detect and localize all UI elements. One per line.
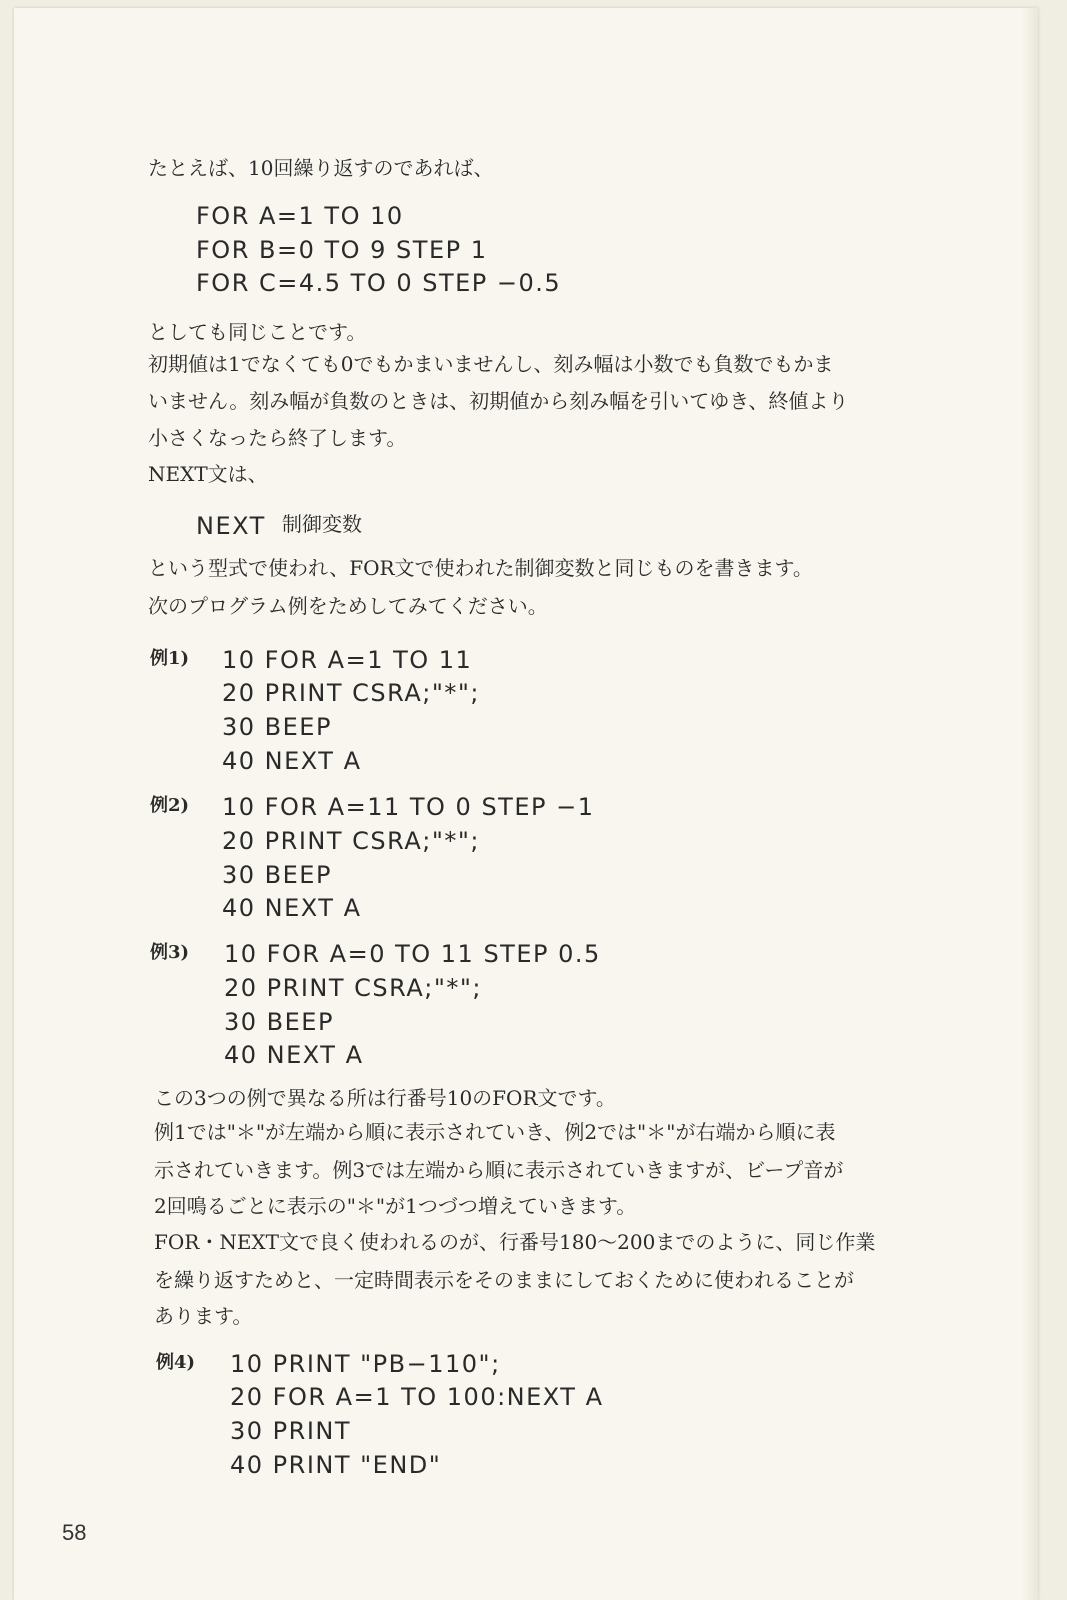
example-label: 例4)	[156, 1352, 196, 1373]
code-line: 30 BEEP	[222, 861, 332, 889]
code-line: 10 PRINT "PB−110";	[230, 1350, 501, 1378]
intro-text: たとえば、10回繰り返すのであれば、	[148, 156, 494, 180]
page-number: 58	[62, 1520, 87, 1545]
paragraph-diff-line: 例1では"＊"が左端から順に表示されていき、例2では"＊"が右端から順に表	[154, 1120, 836, 1144]
code-line: 20 PRINT CSRA;"*";	[224, 974, 482, 1002]
code-line: 30 BEEP	[222, 713, 332, 741]
next-syntax-variable: 制御変数	[282, 512, 362, 536]
paragraph-use-line: FOR・NEXT文で良く使われるのが、行番号180〜200までのように、同じ作業	[154, 1230, 876, 1254]
next-syntax-keyword: NEXT	[196, 512, 266, 540]
intro-code-line: FOR A=1 TO 10	[196, 202, 404, 230]
code-line: 10 FOR A=11 TO 0 STEP −1	[222, 793, 595, 821]
code-line: 40 NEXT A	[222, 747, 362, 775]
paragraph-form-line: という型式で使われ、FOR文で使われた制御変数と同じものを書きます。	[148, 556, 813, 580]
page-edge	[1022, 8, 1038, 1600]
code-line: 40 NEXT A	[224, 1041, 364, 1069]
example-label: 例2)	[150, 795, 190, 816]
example-label: 例3)	[150, 942, 190, 963]
paragraph-desc-line: いません。刻み幅が負数のときは、初期値から刻み幅を引いてゆき、終値より	[148, 389, 849, 413]
paragraph-next-intro: NEXT文は、	[148, 462, 268, 486]
code-line: 10 FOR A=0 TO 11 STEP 0.5	[224, 940, 601, 968]
code-line: 10 FOR A=1 TO 11	[222, 646, 473, 674]
paragraph-desc-line: 小さくなったら終了します。	[148, 426, 407, 450]
paragraph-diff-line: この3つの例で異なる所は行番号10のFOR文です。	[154, 1086, 616, 1110]
paragraph-diff-line: 示されていきます。例3では左端から順に表示されていきますが、ビープ音が	[154, 1158, 844, 1182]
paragraph-use-line: を繰り返すためと、一定時間表示をそのままにしておくために使われることが	[154, 1268, 854, 1292]
code-line: 40 PRINT "END"	[230, 1451, 442, 1479]
code-line: 20 FOR A=1 TO 100:NEXT A	[230, 1383, 604, 1411]
paragraph-diff-line: 2回鳴るごとに表示の"＊"が1つづつ増えていきます。	[154, 1194, 637, 1218]
intro-code-line: FOR B=0 TO 9 STEP 1	[196, 236, 488, 264]
code-line: 30 BEEP	[224, 1008, 334, 1036]
intro-code-line: FOR C=4.5 TO 0 STEP −0.5	[196, 269, 562, 297]
paragraph-form-line: 次のプログラム例をためしてみてください。	[148, 594, 548, 618]
example-label: 例1)	[150, 648, 190, 669]
code-line: 40 NEXT A	[222, 894, 362, 922]
paragraph-use-line: あります。	[154, 1304, 253, 1328]
code-line: 30 PRINT	[230, 1417, 352, 1445]
paragraph-desc-line: 初期値は1でなくても0でもかまいませんし、刻み幅は小数でも負数でもかま	[148, 352, 834, 376]
code-line: 20 PRINT CSRA;"*";	[222, 827, 480, 855]
book-page	[14, 8, 1038, 1600]
code-line: 20 PRINT CSRA;"*";	[222, 679, 480, 707]
paragraph-same: としても同じことです。	[148, 320, 367, 344]
